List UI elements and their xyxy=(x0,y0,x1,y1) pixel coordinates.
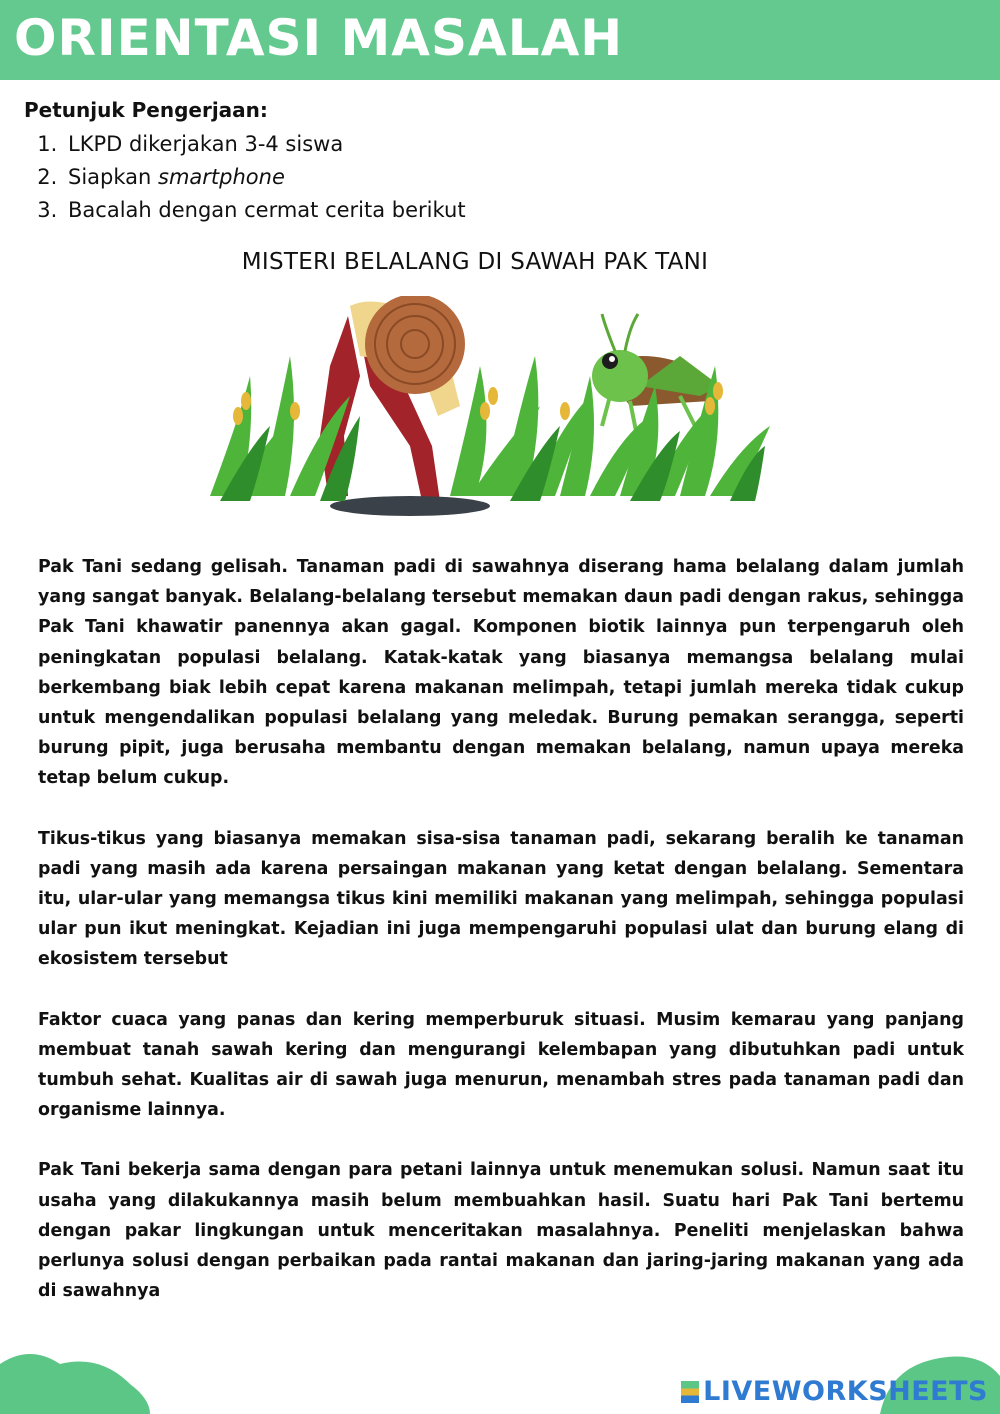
instruction-item: 2. Siapkan smartphone xyxy=(64,161,466,194)
story-paragraph: Pak Tani sedang gelisah. Tanaman padi di sawahnya diserang hama belalang dalam jumlah yang sangat banyak. Belalang-belalang tersebut memakan daun padi dengan rakus, sehingga Pak Tani khawatir panennya akan gagal. Komponen biotik lainnya pun terpengaruh oleh peningkatan populasi belalang. Katak-katak yang biasanya memangsa belalang mulai berkembang biak lebih cepat karena makanan melimpah, tetapi jumlah mereka tidak cukup untuk mengendalikan populasi belalang yang meledak. Burung pemakan serangga, seperti burung pipit, juga berusaha membantu dengan memakan belalang, namun upaya mereka tetap belum cukup. xyxy=(38,557,964,789)
instruction-emphasis: smartphone xyxy=(158,165,285,189)
story-paragraph: Tikus-tikus yang biasanya memakan sisa-sisa tanaman padi, sekarang beralih ke tanaman padi yang masih ada karena persaingan makanan yang ketat dengan belalang. Sementara itu, ular-ular yang memangsa tikus kini memiliki makanan yang melimpah, sehingga populasi ular pun ikut meningkat. Kejadian ini juga mempengaruhi populasi ulat dan burung elang di ekosistem tersebut xyxy=(38,828,964,970)
logo-icon xyxy=(681,1381,699,1403)
instruction-item: 1. LKPD dikerjakan 3-4 siswa xyxy=(64,128,466,161)
story-paragraph: Faktor cuaca yang panas dan kering memperburuk situasi. Musim kemarau yang panjang membuat tanah sawah kering dan mengurangi kelembapan yang dibutuhkan padi untuk tumbuh sehat. Kualitas air di sawah juga menurun, menambah stres pada tanaman padi dan organisme lainnya. xyxy=(38,1009,964,1121)
story-body xyxy=(38,552,964,1336)
header-banner xyxy=(0,0,1000,80)
story-paragraph: Pak Tani bekerja sama dengan para petani lainnya untuk menemukan solusi. Namun saat itu usaha yang dilakukannya masih belum membuahkan hasil. Suatu hari Pak Tani bertemu dengan pakar lingkungan untuk menceritakan masalahnya. Peneliti menjelaskan bahwa perlunya solusi dengan perbaikan pada rantai makanan dan jaring-jaring makanan yang ada di sawahnya xyxy=(38,1160,964,1302)
instruction-item: 3. Bacalah dengan cermat cerita berikut xyxy=(64,194,466,227)
farmer-grasshopper-illustration xyxy=(210,296,770,520)
liveworksheets-logo[interactable] xyxy=(681,1376,988,1407)
story-title: MISTERI BELALANG DI SAWAH PAK TANI xyxy=(241,249,709,275)
instructions xyxy=(24,96,466,227)
footer-left-shape xyxy=(0,1344,160,1414)
watermark-text: LIVEWORKSHEETS xyxy=(703,1376,988,1407)
instructions-title: Petunjuk Pengerjaan: xyxy=(24,98,268,122)
instructions-list xyxy=(24,128,466,227)
page-title: ORIENTASI MASALAH xyxy=(14,9,624,67)
